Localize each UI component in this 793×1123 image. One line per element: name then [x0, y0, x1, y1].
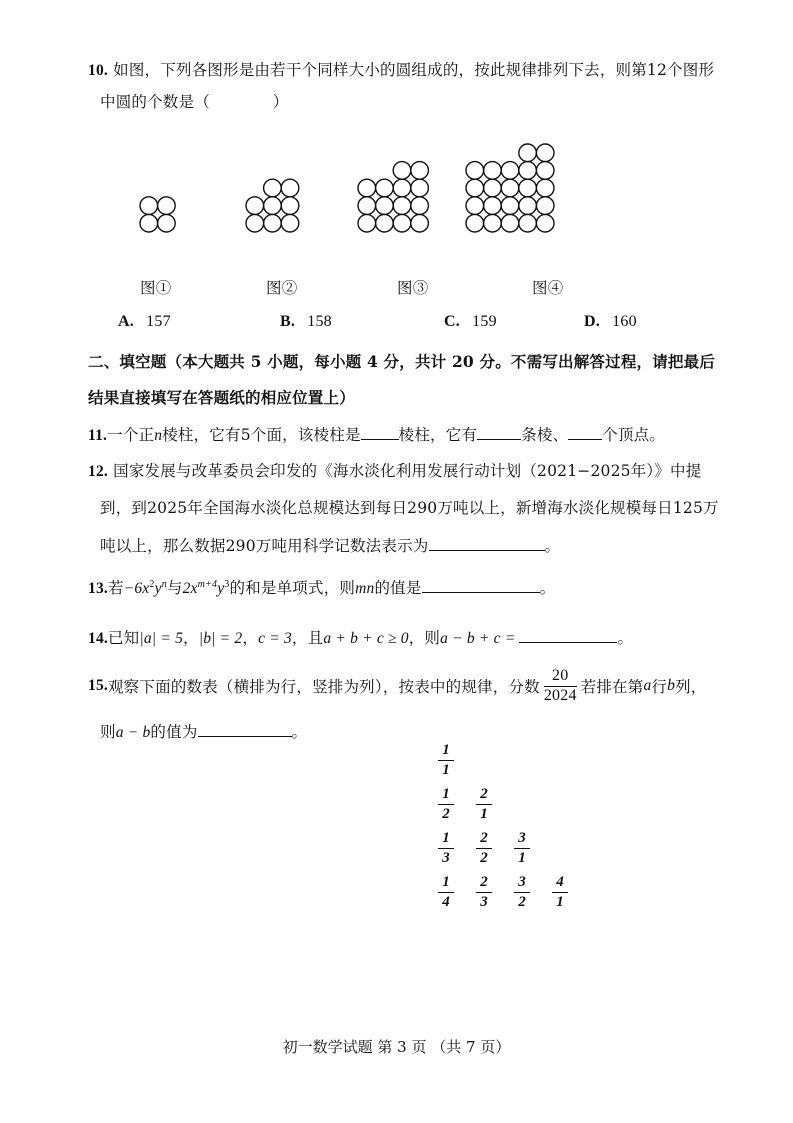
section2-heading-2: 结果直接填写在答题纸的相应位置上） — [88, 388, 355, 407]
table-denominator: 2 — [480, 849, 488, 866]
q13-exp1: 2 — [149, 578, 155, 590]
figure-4-circle — [536, 214, 554, 232]
q11-blank-1[interactable] — [361, 425, 399, 440]
figure-4-circle — [519, 214, 537, 232]
q10-circle-figures — [130, 142, 730, 242]
q11-text-4: 条棱、 — [521, 426, 569, 444]
figure-4-circle — [536, 162, 554, 180]
table-fraction-bar — [514, 848, 530, 849]
table-numerator: 2 — [480, 830, 488, 846]
figure-4-circle — [484, 162, 502, 180]
figure-3-circle — [393, 214, 411, 232]
q13-blank[interactable] — [422, 578, 540, 593]
q11 — [88, 423, 665, 445]
figure-4-circle — [501, 179, 519, 197]
q14-sep1: ， — [183, 629, 199, 647]
q15-text-6: 的值为 — [150, 723, 198, 741]
table-fraction-bar — [476, 848, 492, 849]
fig-label-2: 图② — [266, 279, 298, 297]
figure-4-circle — [519, 179, 537, 197]
table-fraction — [436, 874, 456, 910]
figure-3-circle — [376, 214, 394, 232]
q14-end: 。 — [617, 629, 634, 647]
q13-exp4: 3 — [224, 578, 230, 590]
table-fraction — [436, 830, 456, 866]
q11-blank-3[interactable] — [568, 425, 602, 440]
q11-text-2: 棱柱，它有5个面，该棱柱是 — [162, 426, 361, 444]
figure-4-circle — [466, 214, 484, 232]
q12-number: 12. — [88, 463, 108, 480]
option-c-letter: C. — [444, 313, 460, 330]
option-d[interactable] — [584, 313, 637, 331]
q13-term1: −6x — [123, 580, 150, 597]
q15-a: a — [643, 677, 652, 694]
figure-3-circle — [358, 214, 376, 232]
q15-line2 — [100, 720, 307, 742]
q13-number: 13. — [88, 580, 108, 597]
table-denominator: 3 — [442, 849, 450, 866]
figure-3-circle — [393, 162, 411, 180]
q13-text-1: 若 — [107, 579, 124, 597]
table-denominator: 1 — [556, 893, 564, 910]
q14-number: 14. — [88, 630, 108, 647]
option-c-value: 159 — [472, 313, 497, 330]
q15-text-2: 若排在第 — [580, 678, 644, 696]
option-b-letter: B. — [280, 313, 296, 330]
q14-c: c = 3 — [258, 630, 292, 647]
figure-3-circle — [393, 179, 411, 197]
table-numerator: 1 — [442, 742, 450, 758]
figure-2-circle — [264, 197, 282, 215]
figure-3-circle — [393, 197, 411, 215]
q15-number: 15. — [88, 677, 108, 694]
figure-4-circle — [536, 179, 554, 197]
option-a-letter: A. — [118, 313, 134, 330]
q14-condition: a + b + c ≥ 0 — [323, 630, 409, 647]
q13-mn: mn — [355, 580, 375, 597]
q13-exp3: m+4 — [197, 578, 218, 590]
figure-3-circle — [358, 197, 376, 215]
q14-text-3: ，则 — [408, 629, 441, 647]
figure-4-circle — [484, 179, 502, 197]
q13-text-3: 的和是单项式，则 — [229, 579, 356, 597]
q10-text-1: 如图，下列各图形是由若干个同样大小的圆组成的，按此规律排列下去，则第12个图形 — [113, 61, 715, 79]
q12-text-1: 国家发展与改革委员会印发的《海水淡化利用发展行动计划（2021−2025年）》中提 — [113, 462, 702, 480]
q15-frac-numerator: 20 — [552, 667, 569, 685]
q11-number: 11. — [88, 427, 108, 444]
option-c[interactable] — [444, 313, 497, 331]
table-numerator: 3 — [518, 874, 526, 890]
q15-text-3: 行 — [651, 678, 668, 696]
table-denominator: 1 — [518, 849, 526, 866]
figure-1-circle — [158, 214, 176, 232]
q15-end: 。 — [291, 723, 308, 741]
option-d-value: 160 — [612, 313, 637, 330]
figure-3-circle — [376, 179, 394, 197]
figure-3-circle — [411, 179, 429, 197]
table-denominator: 4 — [442, 893, 450, 910]
q14-expression: a − b + c = — [440, 630, 516, 647]
q15-line1 — [88, 664, 706, 708]
table-fraction-bar — [476, 892, 492, 893]
figure-1-circle — [140, 214, 158, 232]
q10-figures — [130, 142, 730, 242]
figure-4-circle — [536, 197, 554, 215]
q12-end: 。 — [544, 537, 561, 555]
q11-text-1: 一个正 — [107, 426, 155, 444]
figure-4-circle — [501, 197, 519, 215]
table-numerator: 2 — [480, 786, 488, 802]
table-fraction-bar — [552, 892, 568, 893]
table-numerator: 4 — [556, 874, 564, 890]
table-fraction — [474, 786, 494, 822]
page-footer: 初一数学试题 第 3 页 （共 7 页） — [282, 1038, 511, 1056]
q11-text-3: 棱柱，它有 — [398, 426, 478, 444]
table-denominator: 2 — [442, 805, 450, 822]
table-fraction-bar — [438, 848, 454, 849]
q15-frac-denominator: 2024 — [543, 686, 577, 704]
figure-2-circle — [281, 179, 299, 197]
table-numerator: 1 — [442, 830, 450, 846]
table-fraction-bar — [438, 804, 454, 805]
section2-heading: 二、填空题（本大题共 5 小题，每小题 4 分，共计 20 分。不需写出解答过程，请把最后 — [88, 352, 716, 371]
figure-3-circle — [411, 162, 429, 180]
q13-term2: 2x — [182, 580, 198, 597]
q13-y1: y — [154, 580, 162, 597]
figure-2-circle — [281, 214, 299, 232]
q15-b: b — [667, 677, 676, 694]
q15-blank[interactable] — [198, 722, 292, 737]
fig-label-1: 图① — [140, 279, 172, 297]
figure-4-circle — [466, 162, 484, 180]
q12-line3 — [100, 534, 560, 556]
figure-3-circle — [358, 179, 376, 197]
q12-text-3: 吨以上，那么数据290万吨用科学记数法表示为 — [100, 537, 429, 555]
q13-exp2: n — [161, 578, 167, 590]
q14-sep2: ， — [242, 629, 259, 647]
figure-3-circle — [411, 197, 429, 215]
option-d-letter: D. — [584, 313, 600, 330]
option-b-value: 158 — [307, 313, 332, 330]
figure-2-circle — [264, 214, 282, 232]
table-denominator: 1 — [480, 805, 488, 822]
figure-4-circle — [519, 144, 537, 162]
q15-text-5: 则 — [100, 723, 116, 741]
figure-2-circle — [246, 214, 264, 232]
table-fraction — [474, 830, 494, 866]
fig-label-3: 图③ — [397, 279, 429, 297]
table-numerator: 1 — [442, 874, 450, 890]
figure-1-circle — [158, 197, 176, 215]
figure-1-circle — [140, 197, 158, 215]
figure-2-circle — [281, 197, 299, 215]
q12-blank[interactable] — [429, 536, 545, 551]
table-numerator: 3 — [518, 830, 526, 846]
table-denominator: 2 — [518, 893, 526, 910]
figure-4-circle — [484, 197, 502, 215]
fig-label-4: 图④ — [532, 279, 564, 297]
figure-4-circle — [484, 214, 502, 232]
q13-y2: y — [217, 580, 225, 597]
table-fraction — [474, 874, 494, 910]
q13-end: 。 — [539, 579, 556, 597]
q14 — [88, 626, 633, 648]
q15-fraction — [544, 667, 577, 705]
q15-text-1: 观察下面的数表（横排为行，竖排为列），按表中的规律，分数 — [107, 678, 540, 696]
q11-var-n: n — [154, 427, 163, 444]
option-a-value: 157 — [146, 313, 171, 330]
table-numerator: 2 — [480, 874, 488, 890]
table-fraction-bar — [438, 892, 454, 893]
figure-4-circle — [466, 179, 484, 197]
table-numerator: 1 — [442, 786, 450, 802]
table-fraction — [512, 830, 532, 866]
figure-4-circle — [519, 197, 537, 215]
table-fraction — [436, 742, 456, 778]
table-denominator: 3 — [480, 893, 488, 910]
q11-text-5: 个顶点。 — [602, 426, 666, 444]
q14-text-2: ，且 — [291, 629, 324, 647]
option-a[interactable] — [118, 313, 171, 331]
q10-line2: 中圆的个数是（ ） — [100, 93, 289, 111]
option-b[interactable] — [280, 313, 332, 331]
figure-4-circle — [501, 214, 519, 232]
q15-fraction-table — [436, 742, 586, 912]
q12-line1 — [88, 459, 701, 481]
figure-2-circle — [264, 179, 282, 197]
figure-2-circle — [246, 197, 264, 215]
q14-text-1: 已知 — [107, 629, 140, 647]
q14-blank[interactable] — [519, 628, 617, 643]
figure-4-circle — [536, 144, 554, 162]
figure-4-circle — [519, 162, 537, 180]
table-fraction — [550, 874, 570, 910]
figure-4-circle — [501, 162, 519, 180]
figure-3-circle — [376, 197, 394, 215]
q13 — [88, 576, 555, 598]
q10-number: 10. — [88, 62, 108, 79]
table-fraction — [512, 874, 532, 910]
q15-expression: a − b — [115, 724, 151, 741]
figure-3-circle — [411, 214, 429, 232]
table-denominator: 1 — [442, 761, 450, 778]
q11-blank-2[interactable] — [477, 425, 521, 440]
q14-abs-b: |b| = 2 — [198, 630, 243, 647]
table-fraction-bar — [514, 892, 530, 893]
q13-text-2: 与 — [166, 579, 183, 597]
table-fraction-bar — [438, 760, 454, 761]
q14-abs-a: |a| = 5 — [139, 630, 184, 647]
q12-line2: 到，到2025年全国海水淡化总规模达到每日290万吨以上，新增海水淡化规模每日125万 — [100, 499, 719, 517]
table-fraction-bar — [476, 804, 492, 805]
table-fraction — [436, 786, 456, 822]
q10-line1 — [88, 58, 714, 80]
q15-text-4: 列， — [675, 678, 707, 696]
figure-4-circle — [466, 197, 484, 215]
q13-text-4: 的值是 — [374, 579, 422, 597]
